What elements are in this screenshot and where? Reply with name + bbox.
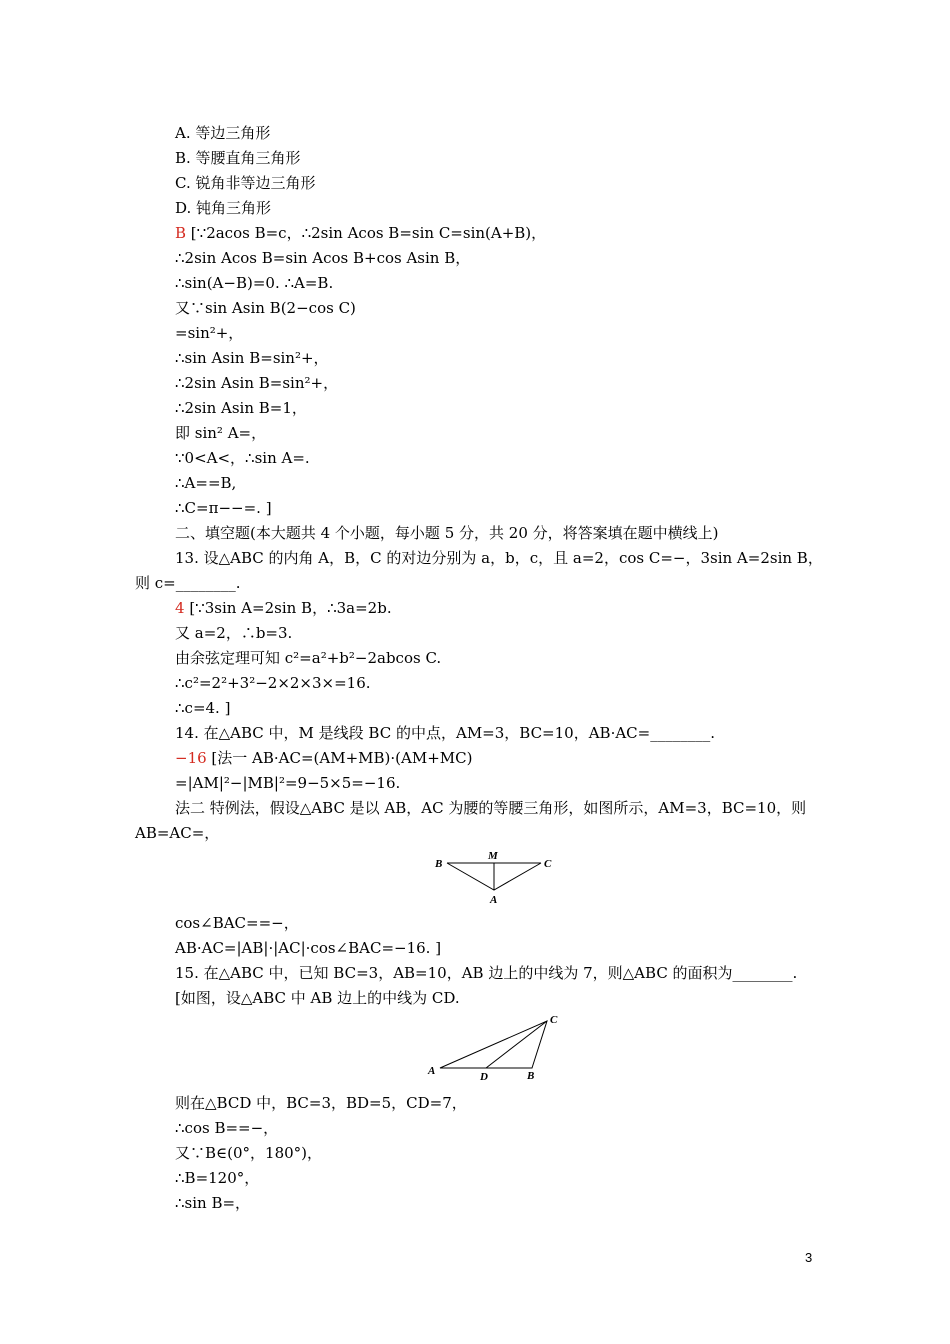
line-text: ∴2sin Acos B=sin Acos B+cos Asin B， <box>175 249 471 267</box>
line-text: 即 sin² A=， <box>175 424 267 442</box>
line-text: ∴2sin Asin B=sin²+， <box>175 374 339 392</box>
text-line <box>175 598 392 618</box>
text-line <box>175 648 441 668</box>
line-text: =sin²+， <box>175 324 244 342</box>
line-text: =|AM|²−|MB|²=9−5×5=−16. <box>175 774 401 792</box>
text-line <box>175 248 470 268</box>
text-line <box>175 198 271 218</box>
text-line <box>175 798 806 818</box>
answer-label: B <box>175 224 187 242</box>
text-line <box>175 348 329 368</box>
figure2-label-b: B <box>527 1070 535 1082</box>
answer-label: 4 <box>175 599 185 617</box>
line-text: ∴C=π−−=. ] <box>175 499 272 517</box>
line-text: ∴c²=2²+3²−2×2×3×=16. <box>175 674 371 692</box>
text-line <box>175 1143 322 1163</box>
answer-label: −16 <box>175 749 207 767</box>
text-line <box>175 1118 278 1138</box>
figure1-label-m: M <box>488 850 498 862</box>
line-text: [法一 AB·AC=(AM+MB)·(AM+MC) <box>206 749 473 767</box>
text-line <box>175 323 243 343</box>
text-line <box>175 1168 259 1188</box>
text-line <box>175 748 472 768</box>
figure1-label-c: C <box>544 858 552 870</box>
text-line <box>175 273 333 293</box>
text-line <box>175 1093 467 1113</box>
line-text: 法二 特例法，假设△ABC 是以 AB，AC 为腰的等腰三角形，如图所示，AM=3，BC=10，则 <box>175 799 807 817</box>
line-text: ∴sin Asin B=sin²+， <box>175 349 329 367</box>
line-text: 又∵B∈(0°，180°)， <box>175 1144 323 1162</box>
text-line <box>175 523 719 543</box>
line-text: D. 钝角三角形 <box>175 199 272 217</box>
line-text: ∴B=120°， <box>175 1169 260 1187</box>
figure2-label-a: A <box>428 1065 436 1077</box>
line-text: [如图，设△ABC 中 AB 边上的中线为 CD. <box>175 989 460 1007</box>
line-text: ∴sin(A−B)=0. ∴A=B. <box>175 274 334 292</box>
line-text: 二、填空题(本大题共 4 个小题，每小题 5 分，共 20 分，将答案填在题中横线上) <box>175 524 719 542</box>
page-number: 3 <box>805 1250 813 1265</box>
text-line <box>175 1193 250 1213</box>
text-line <box>175 673 371 693</box>
text-line <box>175 373 338 393</box>
line-text: 又 a=2，∴b=3. <box>175 624 293 642</box>
line-text: 又∵sin Asin B(2−cos C) <box>175 299 356 317</box>
text-line <box>135 823 219 843</box>
text-line <box>175 988 460 1008</box>
line-text: [∵3sin A=2sin B，∴3a=2b. <box>184 599 392 617</box>
line-text: B. 等腰直角三角形 <box>175 149 301 167</box>
line-text: AB=AC=， <box>135 824 220 842</box>
line-text: 14. 在△ABC 中，M 是线段 BC 的中点，AM=3，BC=10，AB·AC=________. <box>175 724 715 742</box>
figure1-label-b: B <box>435 858 443 870</box>
figure2-label-d: D <box>480 1071 488 1082</box>
text-line <box>175 623 292 643</box>
text-line <box>175 223 546 243</box>
line-text: ∴cos B==−， <box>175 1119 279 1137</box>
line-text: ∴A==B, <box>175 474 237 492</box>
text-line <box>175 698 230 718</box>
line-text: A. 等边三角形 <box>175 124 271 142</box>
line-text: ∴2sin Asin B=1， <box>175 399 307 417</box>
line-text: ∵0<A<，∴sin A=. <box>175 449 310 467</box>
text-line <box>175 173 315 193</box>
text-line <box>175 723 715 743</box>
figure1-label-a: A <box>490 894 498 906</box>
line-text: 则在△BCD 中，BC=3，BD=5，CD=7， <box>175 1094 467 1112</box>
text-line <box>175 298 356 318</box>
text-line <box>175 773 400 793</box>
text-line <box>175 473 236 493</box>
line-text: AB·AC=|AB|·|AC|·cos∠BAC=−16. ] <box>175 939 442 957</box>
text-line <box>175 548 823 568</box>
text-line <box>175 913 299 933</box>
text-line <box>175 398 307 418</box>
figure-isosceles-triangle <box>425 848 565 908</box>
figure-median-triangle <box>422 1010 572 1082</box>
line-text: ∴c=4. ] <box>175 699 231 717</box>
line-text: 15. 在△ABC 中，已知 BC=3，AB=10，AB 边上的中线为 7，则△ABC 的面积为________. <box>175 964 798 982</box>
line-text: [∵2acos B=c，∴2sin Acos B=sin C=sin(A+B)， <box>186 224 547 242</box>
text-line <box>175 938 441 958</box>
text-line <box>175 423 266 443</box>
line-text: cos∠BAC==−， <box>175 914 299 932</box>
text-line <box>175 448 310 468</box>
line-text: ∴sin B=， <box>175 1194 251 1212</box>
line-text: 则 c=________. <box>135 574 241 592</box>
text-line <box>175 123 270 143</box>
figure2-label-c: C <box>550 1014 558 1026</box>
text-line <box>135 573 241 593</box>
text-line <box>175 963 797 983</box>
line-text: C. 锐角非等边三角形 <box>175 174 316 192</box>
line-text: 13. 设△ABC 的内角 A，B，C 的对边分别为 a，b，c，且 a=2，cos C=−，3sin A=2sin B， <box>175 549 823 567</box>
text-line <box>175 498 272 518</box>
line-text: 由余弦定理可知 c²=a²+b²−2abcos C. <box>175 649 442 667</box>
text-line <box>175 148 301 168</box>
